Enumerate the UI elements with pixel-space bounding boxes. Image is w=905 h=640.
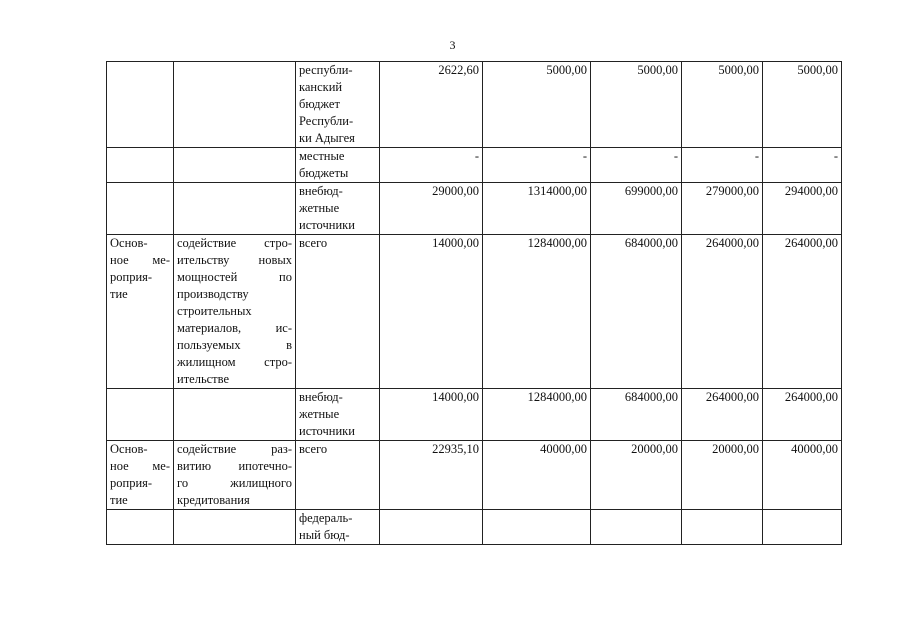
activity-name-cell — [174, 510, 296, 545]
funding-source-cell-line: всего — [299, 236, 328, 250]
funding-source-cell-line: источники — [299, 218, 355, 232]
activity-name-cell — [174, 389, 296, 441]
amount-cell: 684000,00 — [591, 235, 682, 389]
funding-source-cell-line: внебюд- — [299, 390, 343, 404]
amount-cell: 14000,00 — [380, 235, 483, 389]
amount-cell: 1284000,00 — [483, 235, 591, 389]
funding-source-cell-line: ный бюд- — [299, 528, 350, 542]
funding-source-cell — [296, 235, 380, 389]
activity-type-cell — [107, 62, 174, 148]
activity-name-cell-line: го жилищного — [177, 476, 292, 490]
activity-name-cell-line: витию ипотечно- — [177, 459, 292, 473]
amount-cell: 5000,00 — [591, 62, 682, 148]
activity-type-cell-line: Основ- — [110, 236, 148, 250]
activity-type-cell-line: ное ме- — [110, 459, 170, 473]
activity-name-cell-line: ительству новых — [177, 253, 292, 267]
funding-source-cell — [296, 389, 380, 441]
amount-cell: - — [591, 148, 682, 183]
activity-type-cell — [107, 441, 174, 510]
funding-source-cell — [296, 62, 380, 148]
funding-source-cell-line: бюджеты — [299, 166, 349, 180]
activity-name-cell — [174, 148, 296, 183]
activity-type-cell — [107, 148, 174, 183]
activity-name-cell — [174, 183, 296, 235]
amount-cell: 1284000,00 — [483, 389, 591, 441]
table-row — [107, 183, 842, 235]
table-row — [107, 441, 842, 510]
amount-cell: 699000,00 — [591, 183, 682, 235]
activity-type-cell — [107, 183, 174, 235]
activity-name-cell-line: мощностей по — [177, 270, 292, 284]
funding-source-cell-line: федераль- — [299, 511, 353, 525]
activity-type-cell-line: тие — [110, 287, 128, 301]
activity-name-cell — [174, 62, 296, 148]
funding-source-cell-line: источники — [299, 424, 355, 438]
table-row — [107, 235, 842, 389]
amount-cell — [380, 510, 483, 545]
page-number: 3 — [449, 38, 456, 52]
activity-type-cell — [107, 235, 174, 389]
funding-source-cell-line: канский — [299, 80, 343, 94]
amount-cell: 20000,00 — [682, 441, 763, 510]
activity-name-cell-line: кредитования — [177, 493, 250, 507]
funding-source-cell-line: жетные — [299, 407, 340, 421]
activity-name-cell — [174, 441, 296, 510]
activity-name-cell-line: ительстве — [177, 372, 230, 386]
amount-cell: 29000,00 — [380, 183, 483, 235]
funding-source-cell-line: республи- — [299, 63, 353, 77]
amount-cell: 2622,60 — [380, 62, 483, 148]
funding-source-cell-line: бюджет — [299, 97, 340, 111]
amount-cell: 1314000,00 — [483, 183, 591, 235]
activity-name-cell-line: материалов, ис- — [177, 321, 292, 335]
funding-source-cell-line: ки Адыгея — [299, 131, 355, 145]
activity-type-cell-line: роприя- — [110, 476, 153, 490]
amount-cell: 684000,00 — [591, 389, 682, 441]
amount-cell — [682, 510, 763, 545]
amount-cell: - — [682, 148, 763, 183]
amount-cell — [591, 510, 682, 545]
activity-type-cell-line: ное ме- — [110, 253, 170, 267]
funding-source-cell-line: Республи- — [299, 114, 354, 128]
funding-source-cell — [296, 183, 380, 235]
activity-name-cell-line: содействие раз- — [177, 442, 292, 456]
activity-type-cell — [107, 510, 174, 545]
amount-cell: 5000,00 — [763, 62, 842, 148]
amount-cell: 5000,00 — [682, 62, 763, 148]
amount-cell: - — [380, 148, 483, 183]
budget-table — [106, 61, 842, 545]
table-row — [107, 510, 842, 545]
amount-cell: - — [483, 148, 591, 183]
funding-source-cell-line: внебюд- — [299, 184, 343, 198]
activity-type-cell-line: роприя- — [110, 270, 153, 284]
activity-name-cell-line: строительных — [177, 304, 252, 318]
amount-cell: - — [763, 148, 842, 183]
table-body — [107, 62, 842, 545]
funding-source-cell — [296, 510, 380, 545]
activity-name-cell-line: пользуемых в — [177, 338, 292, 352]
table-row — [107, 62, 842, 148]
amount-cell: 40000,00 — [483, 441, 591, 510]
funding-source-cell-line: жетные — [299, 201, 340, 215]
amount-cell — [763, 510, 842, 545]
activity-type-cell-line: Основ- — [110, 442, 148, 456]
table-row — [107, 148, 842, 183]
amount-cell: 264000,00 — [763, 235, 842, 389]
amount-cell: 279000,00 — [682, 183, 763, 235]
amount-cell: 5000,00 — [483, 62, 591, 148]
activity-name-cell — [174, 235, 296, 389]
amount-cell: 14000,00 — [380, 389, 483, 441]
amount-cell: 22935,10 — [380, 441, 483, 510]
amount-cell: 40000,00 — [763, 441, 842, 510]
amount-cell: 294000,00 — [763, 183, 842, 235]
amount-cell: 20000,00 — [591, 441, 682, 510]
funding-source-cell-line: всего — [299, 442, 328, 456]
funding-source-cell — [296, 148, 380, 183]
activity-type-cell-line: тие — [110, 493, 128, 507]
funding-source-cell-line: местные — [299, 149, 345, 163]
activity-name-cell-line: содействие стро- — [177, 236, 292, 250]
amount-cell: 264000,00 — [682, 389, 763, 441]
table-row — [107, 389, 842, 441]
amount-cell: 264000,00 — [682, 235, 763, 389]
activity-name-cell-line: производству — [177, 287, 249, 301]
activity-name-cell-line: жилищном стро- — [177, 355, 292, 369]
funding-source-cell — [296, 441, 380, 510]
amount-cell: 264000,00 — [763, 389, 842, 441]
activity-type-cell — [107, 389, 174, 441]
amount-cell — [483, 510, 591, 545]
